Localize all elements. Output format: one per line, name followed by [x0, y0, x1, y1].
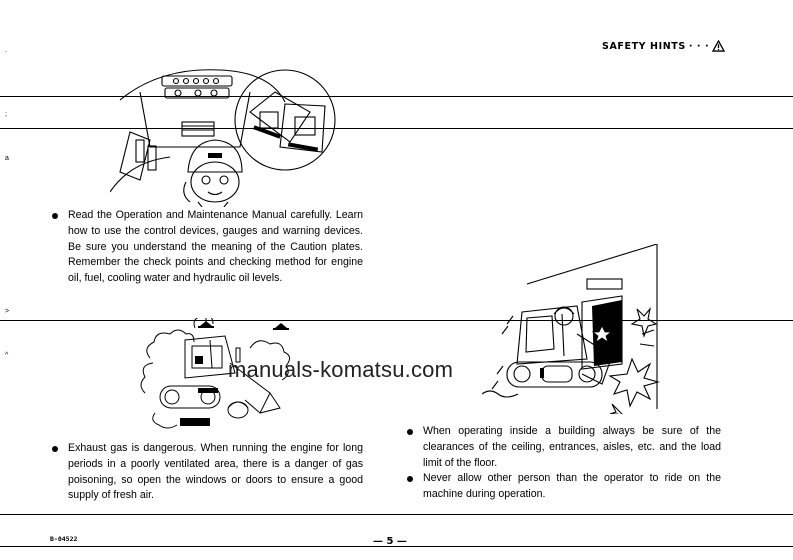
safety-paragraph-exhaust-gas	[52, 441, 363, 504]
margin-mark: ;	[5, 111, 7, 118]
margin-mark: >	[5, 308, 10, 315]
bullet-icon	[407, 476, 413, 482]
header-title: SAFETY HINTS	[602, 40, 686, 52]
horizontal-rule	[0, 514, 793, 515]
document-code: B-04522	[50, 535, 78, 543]
building-collision-illustration	[482, 244, 682, 414]
bullet-icon	[407, 429, 413, 435]
margin-mark: ^	[5, 352, 9, 359]
bullet-item	[407, 424, 721, 471]
bullet-item	[52, 441, 363, 504]
bullet-icon	[52, 213, 58, 219]
warning-triangle-icon	[712, 40, 725, 52]
header-dots: · · ·	[688, 40, 710, 52]
bullet-text: Read the Operation and Maintenance Manual carefully. Learn how to use the control devices, gauges and warning devices. Be sure you understand the meaning of the Caution plates. Remember the check points and checking method for engine oil, fuel, cooling water and hydraulic oil levels.	[68, 209, 363, 285]
bullet-text: When operating inside a building always be sure of the clearances of the ceiling, entrances, aisles, etc. and the load limit of the floor.	[423, 425, 721, 469]
page-number: — 5 —	[373, 536, 407, 547]
margin-mark: a	[5, 155, 9, 162]
bullet-item	[407, 471, 721, 503]
bullet-text: Never allow other person than the operator to ride on the machine during operation.	[423, 472, 721, 501]
margin-mark: .	[5, 47, 7, 54]
bullet-item	[52, 208, 363, 287]
safety-paragraph-read-manual	[52, 208, 363, 287]
section-header	[602, 40, 725, 52]
bullet-icon	[52, 446, 58, 452]
safety-paragraph-inside-building	[407, 424, 721, 503]
watermark-text: manuals-komatsu.com	[228, 357, 454, 382]
bullet-text: Exhaust gas is dangerous. When running the engine for long periods in a poorly ventilated area, there is a danger of gas poisoning, so open the windows or doors to ensure a good supply of fresh air.	[68, 442, 363, 502]
operator-reading-manual-illustration	[110, 62, 350, 207]
